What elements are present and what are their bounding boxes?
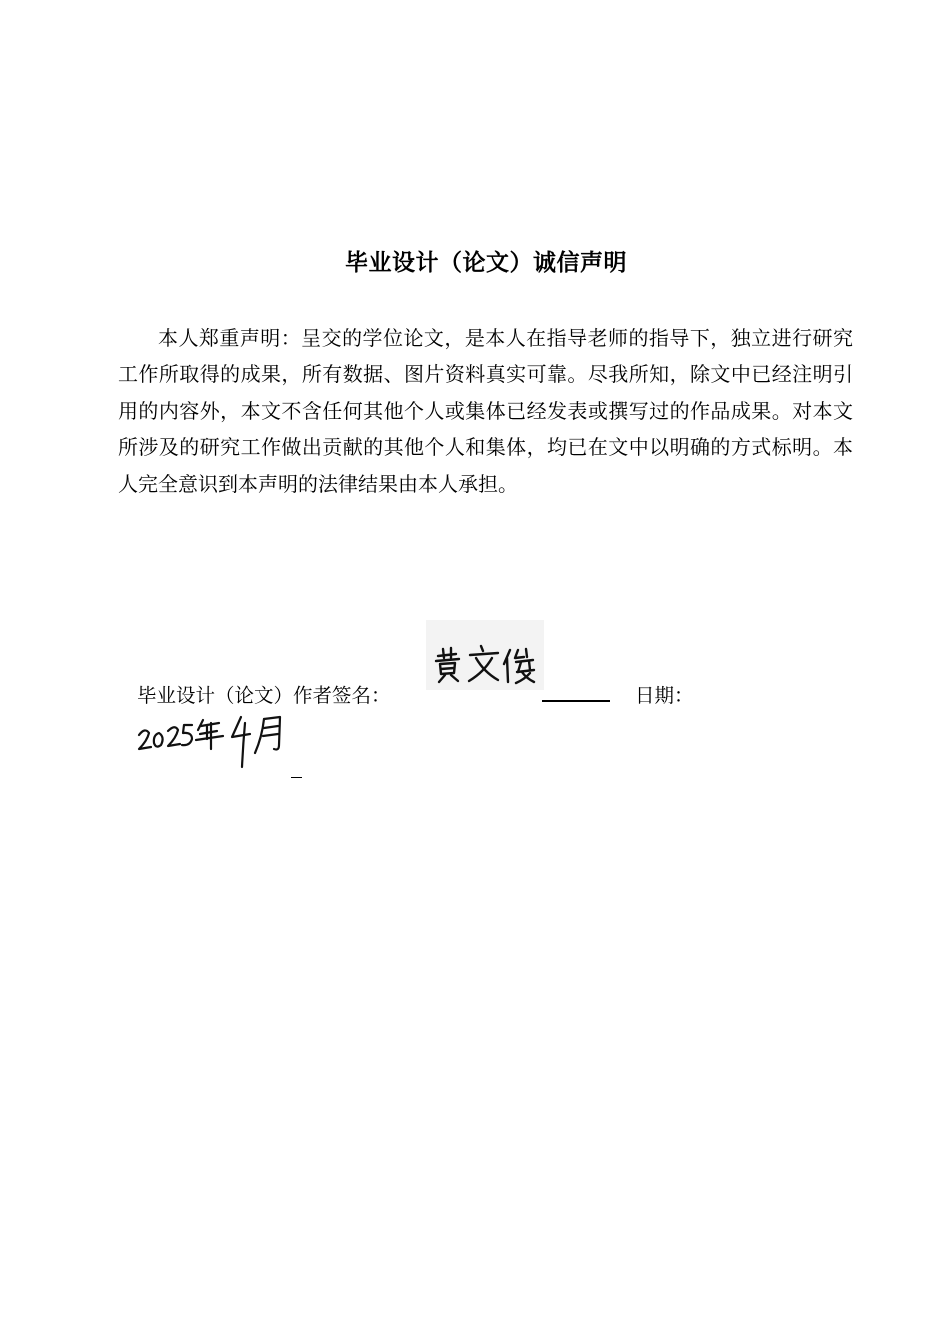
date-label: 日期：	[635, 684, 694, 707]
handwritten-signature-strokes	[426, 620, 544, 690]
signature-underline	[542, 700, 610, 702]
signature-label: 毕业设计（论文）作者签名：	[137, 684, 391, 707]
page-title: 毕业设计（论文）诚信声明	[345, 250, 627, 276]
handwritten-date-image	[135, 705, 305, 780]
date-underline-fragment	[291, 777, 302, 778]
handwritten-date-strokes	[135, 705, 305, 780]
declaration-text: 本人郑重声明：呈交的学位论文，是本人在指导老师的指导下，独立进行研究工作所取得的成果，所有数据、图片资料真实可靠。尽我所知，除文中已经注明引用的内容外，本文不含任何其他个人或集体已经发表或撰写过的作品成果。对本文所涉及的研究工作做出贡献的其他个人和集体，均已在文中以明确的方式标明。本人完全意识到本声明的法律结果由本人承担。	[118, 326, 853, 496]
handwritten-signature-image	[426, 620, 544, 690]
